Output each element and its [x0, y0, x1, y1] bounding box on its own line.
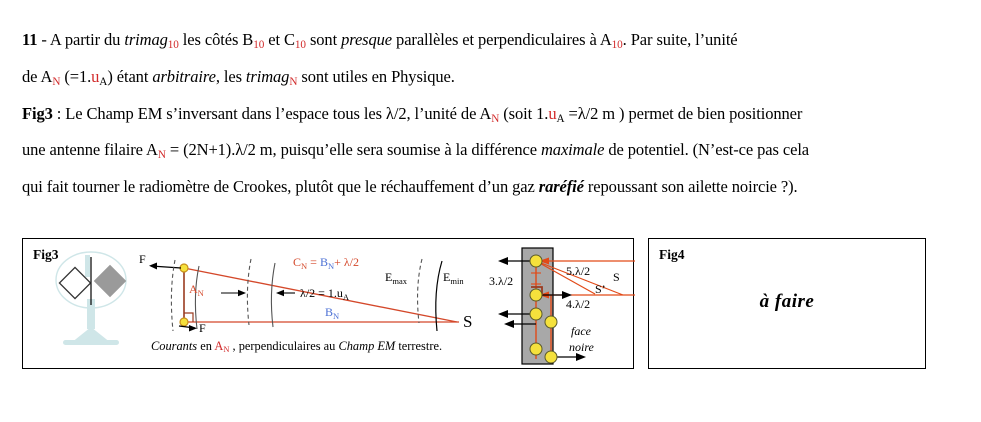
label-lambda-half: $\lambda/2 = 1.u_A$ [300, 286, 350, 302]
label-5-lambda: 5.λ/2 [566, 264, 591, 278]
label-c-n: $C_N = B_N+ \lambda/2$ [293, 255, 360, 271]
label-b-n: $B_N$ [325, 305, 340, 321]
label-3-lambda: 3.λ/2 [489, 274, 514, 288]
paragraph-11-continued: de $A_N$ $(=1.u_A)$ étant arbitraire, les trimag$_N$ sont utiles en Physique. [22, 66, 455, 88]
label-e-min: $E_{min}$ [443, 270, 464, 286]
figure-4-label: Fig4 [659, 247, 685, 262]
antenna-node-3 [530, 308, 542, 320]
paragraph-crookes: qui fait tourner le radiomètre de Crookes, plutôt que le réchauffement d’un gaz raréfié repoussant son ailette noircie ?). [22, 177, 798, 197]
label-antenna-s: S [613, 270, 620, 284]
figure-3-box [22, 238, 634, 369]
paragraph-fig3-description: Fig3 : Le Champ EM s’inversant dans l’espace tous les λ/2, l’unité de $A_N$ (soit $1.u_A =\lambda/2$ m ) permet de bien positionner [22, 103, 803, 125]
label-face: face [571, 324, 591, 338]
antenna-node-6 [545, 351, 557, 363]
crookes-radiometer-icon [56, 252, 126, 345]
label-4-lambda: 4.λ/2 [566, 297, 591, 311]
antenna-node-2 [530, 289, 542, 301]
figure-4-placeholder-text: à faire [759, 291, 815, 312]
paragraph-11: 11 - A partir du trimag$_{10}$ les côtés $B_{10}$ et $C_{10}$ sont presque parallèles et perpendiculaires à $A_{10}$. Par suite, l’unité [22, 30, 738, 51]
antenna-node-4 [545, 316, 557, 328]
label-noire: noire [569, 340, 594, 354]
figure-3-label: Fig3 [33, 247, 59, 262]
antenna-node-1 [530, 255, 542, 267]
figure-4-box [648, 238, 926, 369]
document-body [22, 24, 962, 203]
paragraph-antenne: une antenne filaire $A_N = (2N+1).\lambda/2$ m, puisqu’elle sera soumise à la différence maximale de potentiel. (N’est-ce pas cela [22, 140, 810, 162]
label-force-top: F [139, 252, 146, 266]
antenna-node-5 [530, 343, 542, 355]
node-bottom [180, 318, 188, 326]
label-a-n: $A_N$ [189, 282, 204, 298]
figure-3-caption: Courants en $A_N$ , perpendiculaires au Champ EM terrestre. [151, 339, 443, 355]
label-s-point: S [463, 312, 473, 331]
node-top [180, 264, 188, 272]
label-antenna-s-prime: S’ [595, 282, 606, 296]
label-e-max: $E_{max}$ [385, 270, 407, 286]
label-force-bottom: F [199, 321, 206, 335]
